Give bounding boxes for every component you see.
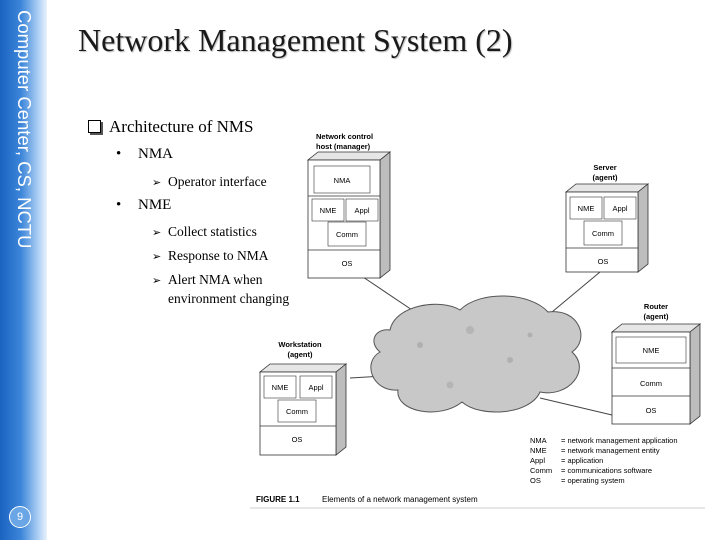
router-title-2: (agent) [643, 312, 669, 321]
manager-title-1: Network control [316, 132, 374, 141]
workstation-os: OS [291, 435, 303, 444]
arrow-bullet-icon: ➢ [152, 226, 162, 239]
workstation-title-2: (agent) [287, 350, 313, 359]
legend-desc: = network management entity [561, 446, 660, 455]
legend-abbr: OS [530, 476, 541, 485]
legend-abbr: Appl [530, 456, 546, 465]
server-nme: NME [577, 204, 595, 213]
sub-bullet-text: Alert NMA when [168, 272, 263, 287]
workstation-comm: Comm [285, 407, 309, 416]
legend-abbr: NMA [530, 436, 547, 445]
bullet-nma-label: NMA [138, 146, 174, 162]
server-appl: Appl [612, 204, 628, 213]
arrow-bullet-icon: ➢ [152, 250, 162, 263]
arrow-bullet-icon: ➢ [152, 176, 162, 189]
legend-abbr: Comm [530, 466, 553, 475]
bullet-nme-label: NME [138, 197, 172, 213]
legend-abbr: NME [530, 446, 547, 455]
manager-appl: Appl [354, 206, 370, 215]
sub-bullet-continuation: environment changing [168, 291, 290, 306]
figure-legend [530, 436, 678, 485]
legend-desc: = communications software [561, 466, 653, 475]
arrow-bullet-icon: ➢ [152, 274, 162, 287]
server-title-1: Server [593, 163, 617, 172]
caption-label: FIGURE 1.1 [256, 495, 300, 504]
router-title-1: Router [643, 302, 669, 311]
sub-bullet-text: Collect statistics [168, 224, 257, 239]
legend-desc: = network management application [561, 436, 678, 445]
workstation-nme: NME [271, 383, 289, 392]
bullet-dot-icon: • [116, 146, 122, 162]
bullet-heading-text: Architecture of NMS [109, 117, 254, 136]
legend-desc: = application [561, 456, 604, 465]
network-cloud-icon [371, 296, 581, 412]
manager-title-2: host (manager) [316, 142, 371, 151]
sidebar-course-label: Computer Center, CS, NCTU [14, 10, 35, 249]
server-agent [566, 163, 648, 272]
sub-bullet-text: Operator interface [168, 174, 267, 189]
server-title-2: (agent) [592, 173, 618, 182]
router-comm: Comm [639, 379, 663, 388]
sub-bullet-text: Response to NMA [168, 248, 269, 263]
caption-text: Elements of a network management system [322, 495, 478, 504]
page-number: 9 [9, 506, 31, 528]
manager-comm: Comm [335, 230, 359, 239]
figure-caption [250, 495, 705, 508]
slide-title: Network Management System (2) [78, 22, 513, 58]
workstation-title-1: Workstation [278, 340, 322, 349]
router-agent [612, 302, 700, 424]
server-os: OS [597, 257, 609, 266]
workstation-appl: Appl [308, 383, 324, 392]
router-nme: NME [642, 346, 660, 355]
bullet-dot-icon: • [116, 197, 122, 213]
manager-nma: NMA [333, 176, 351, 185]
legend-desc: = operating system [561, 476, 625, 485]
manager-host [308, 132, 390, 278]
manager-nme: NME [319, 206, 337, 215]
router-os: OS [645, 406, 657, 415]
server-comm: Comm [591, 229, 615, 238]
manager-os: OS [341, 259, 353, 268]
workstation-agent [260, 340, 346, 455]
